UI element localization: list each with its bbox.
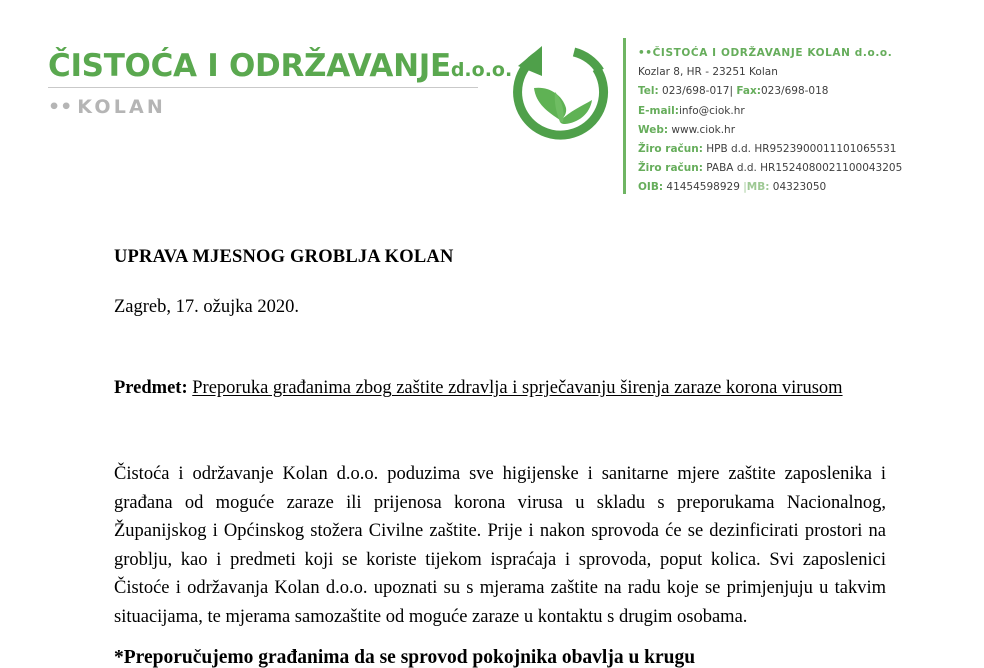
contact-address-row: [638, 63, 968, 82]
contact-giro2-row: [638, 159, 968, 178]
contact-giro1-label: Žiro račun:: [638, 142, 703, 155]
body-paragraph: Čistoća i održavanje Kolan d.o.o. poduzima sve higijenske i sanitarne mjere zaštite zaposlenika i građana od moguće zaraze ili prijenosa korona virusa u skladu s preporukama Nacionalnog, Županijskog i Općinskog stožera Civilne zaštite. Prije i nakon sprovoda će se dezinficirati prostori na groblju, kao i predmeti koji se koriste tijekom ispraćaja i sprovoda, poput kolica. Svi zaposlenici Čistoće i održavanja Kolan d.o.o. upoznati su s mjerama zaštite na radu koje se primjenjuju u takvim situacijama, te mjerama samozaštite od moguće zaraze u kontaktu s drugim osobama.: [114, 464, 886, 627]
contact-oib-row: [638, 178, 968, 197]
letterhead: [0, 0, 984, 210]
contact-oib-mb-separator: |: [743, 181, 747, 194]
subject-label: Predmet:: [114, 378, 188, 399]
subject-line: [114, 374, 886, 402]
recommendation-text: *Preporučujemo građanima da se sprovod pokojnika obavlja u krugu: [114, 647, 696, 668]
recycle-leaf-icon: [508, 38, 612, 142]
contact-fax-label: Fax:: [736, 85, 761, 98]
contact-oib-label: OIB:: [638, 181, 664, 194]
contact-email-value: info@ciok.hr: [678, 104, 745, 117]
subject-value: Preporuka građanima zbog zaštite zdravlja i sprječavanju širenja zaraze korona virusom: [192, 378, 843, 399]
contact-dots-icon: ••: [638, 47, 653, 59]
contact-address: Kozlar 8, HR - 23251 Kolan: [638, 66, 778, 79]
contact-phone-row: [638, 82, 968, 101]
document-body: [114, 246, 886, 649]
brand-subtitle: [48, 96, 488, 118]
letterhead-vertical-divider: [623, 38, 626, 194]
brand-name: ČISTOĆA I ODRŽAVANJE: [48, 48, 451, 84]
contact-web-value: www.ciok.hr: [671, 123, 736, 136]
contact-oib-value: 41454598929: [666, 181, 740, 194]
contact-web-label: Web:: [638, 123, 669, 136]
contact-block: [638, 44, 968, 198]
brand-subtitle-text: KOLAN: [77, 95, 167, 118]
dateline: Zagreb, 17. ožujka 2020.: [114, 297, 299, 318]
brand-dots-icon: ••: [48, 95, 73, 118]
contact-company: ČISTOĆA I ODRŽAVANJE KOLAN d.o.o.: [652, 47, 893, 59]
contact-giro2-label: Žiro račun:: [638, 162, 703, 175]
addressee-heading: UPRAVA MJESNOG GROBLJA KOLAN: [114, 247, 454, 267]
brand-logotype: [48, 48, 513, 118]
contact-mb-value: 04323050: [772, 181, 827, 194]
contact-web-row: [638, 121, 968, 140]
contact-giro2-value: PABA d.d. HR1524080021100043205: [706, 162, 903, 175]
contact-company-row: [638, 44, 968, 63]
brand-title: [48, 48, 513, 84]
contact-tel-label: Tel:: [638, 85, 659, 98]
contact-tel-fax-separator: |: [729, 85, 734, 98]
brand-suffix: d.o.o.: [450, 59, 513, 81]
contact-email-label: E-mail:: [638, 104, 679, 117]
contact-giro1-value: HPB d.d. HR9523900011101065531: [706, 142, 897, 155]
contact-tel-value: 023/698-017: [662, 85, 730, 98]
contact-giro1-row: [638, 140, 968, 159]
contact-mb-label: MB:: [746, 181, 770, 194]
recommendation-paragraph-clipped: [114, 643, 886, 668]
brand-divider-rule: [48, 87, 478, 88]
contact-email-row: [638, 102, 968, 121]
contact-fax-value: 023/698-018: [761, 85, 829, 98]
